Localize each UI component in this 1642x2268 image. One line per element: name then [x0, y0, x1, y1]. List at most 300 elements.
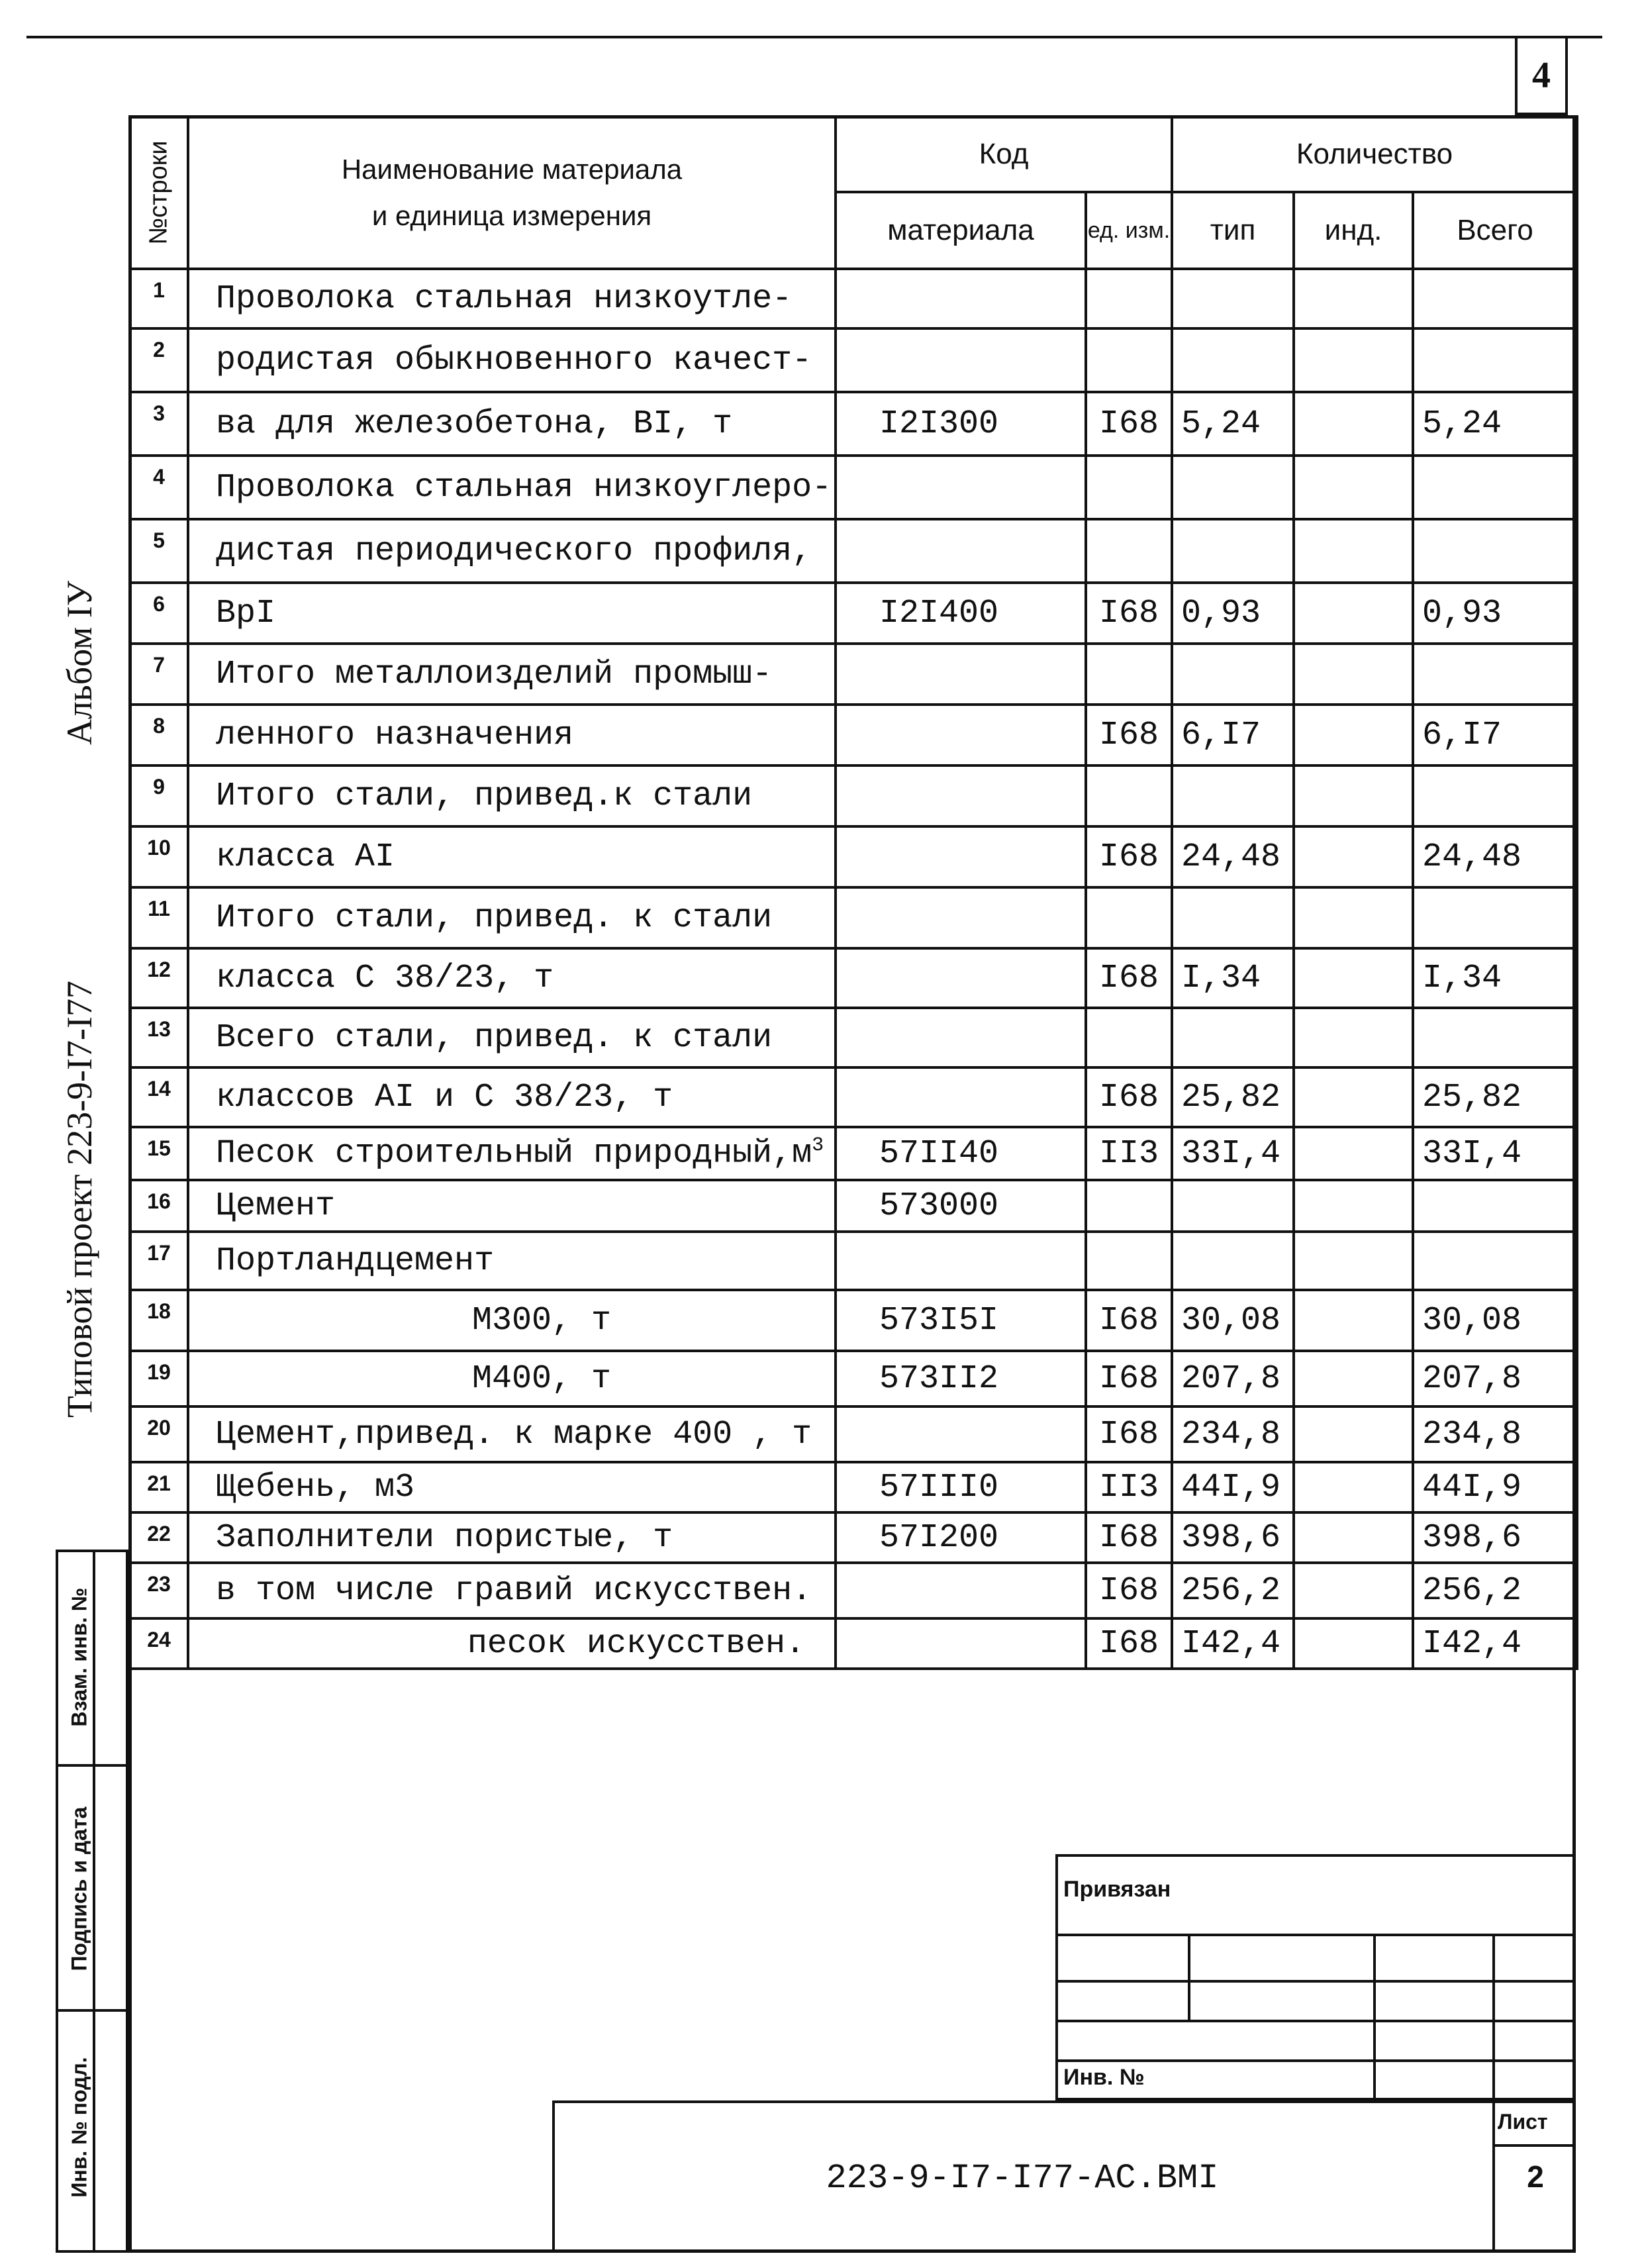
- table-row: [130, 519, 1577, 583]
- row-number: [130, 1290, 188, 1351]
- material-name-text: Итого стали, привед. к стали: [216, 899, 773, 937]
- podpis-data-label: Подпись и дата: [67, 1806, 91, 1971]
- quantity-typ: [1172, 705, 1294, 765]
- material-code-text: 573I5I: [879, 1301, 999, 1340]
- quantity-total: [1413, 1618, 1577, 1669]
- unit-code-text: II3: [1098, 1468, 1159, 1506]
- table-row: [130, 1406, 1577, 1462]
- material-name-text: Всего стали, привед. к стали: [216, 1018, 773, 1057]
- row-number-text: 18: [147, 1299, 171, 1323]
- unit-code: [1086, 392, 1172, 456]
- quantity-total: [1413, 328, 1577, 392]
- quantity-typ: [1172, 1563, 1294, 1618]
- left-stamp: [56, 1550, 128, 2253]
- unit-code: [1086, 765, 1172, 826]
- quantity-total-text: 30,08: [1422, 1301, 1522, 1340]
- material-code: [836, 269, 1086, 328]
- quantity-typ-text: 0,93: [1181, 594, 1261, 632]
- qty-ind-header: инд.: [1294, 192, 1413, 269]
- quantity-total: [1413, 1512, 1577, 1563]
- material-code: [836, 1290, 1086, 1351]
- row-number: [130, 1351, 188, 1406]
- quantity-total-text: 24,48: [1422, 838, 1522, 876]
- table-row: [130, 826, 1577, 887]
- row-number-text: 19: [147, 1360, 171, 1384]
- material-name: [188, 705, 836, 765]
- material-name: [188, 583, 836, 644]
- quantity-total-text: 6,I7: [1422, 716, 1502, 754]
- material-name-text: Итого стали, привед.к стали: [216, 777, 753, 815]
- quantity-total-text: 33I,4: [1422, 1134, 1522, 1173]
- unit-code-text: II3: [1098, 1134, 1159, 1173]
- table-row: [130, 456, 1577, 519]
- quantity-typ: [1172, 765, 1294, 826]
- quantity-ind: [1294, 269, 1413, 328]
- list-number: 2: [1527, 2159, 1544, 2194]
- quantity-total-text: 5,24: [1422, 405, 1502, 443]
- table-row: [130, 269, 1577, 328]
- quantity-total: [1413, 826, 1577, 887]
- unit-code: [1086, 1618, 1172, 1669]
- table-row: [130, 1563, 1577, 1618]
- unit-code: [1086, 826, 1172, 887]
- quantity-total: [1413, 456, 1577, 519]
- quantity-typ-text: 5,24: [1181, 405, 1261, 443]
- row-number-text: 10: [147, 836, 171, 860]
- material-code: [836, 705, 1086, 765]
- unit-code-text: I68: [1098, 1301, 1159, 1340]
- quantity-total: [1413, 269, 1577, 328]
- material-name: [188, 826, 836, 887]
- material-code-text: 57I200: [879, 1518, 999, 1557]
- quantity-total: [1413, 1563, 1577, 1618]
- material-code: [836, 1351, 1086, 1406]
- quantity-typ: [1172, 1351, 1294, 1406]
- row-number-text: 8: [153, 714, 165, 738]
- unit-code: [1086, 1512, 1172, 1563]
- name-header: Наименование материала и единица измерения: [188, 117, 836, 269]
- material-name-text: Проволока стальная низкоутле-: [216, 279, 793, 318]
- row-number-text: 9: [153, 775, 165, 799]
- material-name: [188, 1008, 836, 1067]
- material-code: [836, 1462, 1086, 1512]
- table-row: [130, 1232, 1577, 1290]
- material-name: [188, 887, 836, 948]
- quantity-ind: [1294, 583, 1413, 644]
- quantity-ind: [1294, 1127, 1413, 1180]
- material-name-text: Песок строительный природный,м: [216, 1134, 812, 1173]
- material-name: [188, 644, 836, 705]
- quantity-ind: [1294, 887, 1413, 948]
- material-code: [836, 328, 1086, 392]
- material-code: [836, 644, 1086, 705]
- unit-code-text: I68: [1098, 1078, 1159, 1116]
- unit-code: [1086, 1008, 1172, 1067]
- quantity-typ-text: 25,82: [1181, 1078, 1281, 1116]
- row-number: [130, 948, 188, 1008]
- row-number: [130, 1512, 188, 1563]
- album-label: Альбом IУ: [60, 581, 99, 745]
- quantity-typ-text: 207,8: [1181, 1359, 1281, 1398]
- quantity-total: [1413, 1232, 1577, 1290]
- material-name-text: классов AI и С 38/23, т: [216, 1078, 673, 1116]
- quantity-typ: [1172, 456, 1294, 519]
- material-name-text: Цемент: [216, 1187, 336, 1225]
- table-row: [130, 887, 1577, 948]
- row-number-text: 22: [147, 1522, 171, 1546]
- unit-code-text: I68: [1098, 1571, 1159, 1610]
- table-row: [130, 1127, 1577, 1180]
- unit-code: [1086, 583, 1172, 644]
- quantity-total-text: I,34: [1422, 959, 1502, 997]
- quantity-header: Количество: [1172, 117, 1577, 192]
- qty-typ-header: тип: [1172, 192, 1294, 269]
- row-number: [130, 1406, 188, 1462]
- unit-code-text: I68: [1098, 1415, 1159, 1454]
- quantity-typ-text: 44I,9: [1181, 1468, 1281, 1506]
- material-code-text: I2I400: [879, 594, 999, 632]
- row-number-text: 14: [147, 1077, 171, 1101]
- quantity-total-text: 207,8: [1422, 1359, 1522, 1398]
- quantity-total: [1413, 1406, 1577, 1462]
- row-number: [130, 583, 188, 644]
- quantity-ind: [1294, 765, 1413, 826]
- quantity-total-text: 256,2: [1422, 1571, 1522, 1610]
- quantity-typ: [1172, 826, 1294, 887]
- unit-code: [1086, 328, 1172, 392]
- quantity-ind: [1294, 1618, 1413, 1669]
- row-number-text: 6: [153, 592, 165, 616]
- unit-code: [1086, 269, 1172, 328]
- quantity-typ: [1172, 644, 1294, 705]
- quantity-total: [1413, 887, 1577, 948]
- quantity-ind: [1294, 1462, 1413, 1512]
- quantity-ind: [1294, 456, 1413, 519]
- material-code: [836, 1563, 1086, 1618]
- quantity-total: [1413, 1351, 1577, 1406]
- table-row: [130, 765, 1577, 826]
- material-name: [188, 1351, 836, 1406]
- row-number: [130, 826, 188, 887]
- material-name: [188, 1406, 836, 1462]
- material-code: [836, 1618, 1086, 1669]
- row-number: [130, 1008, 188, 1067]
- table-row: [130, 1008, 1577, 1067]
- row-number-header: №строки: [130, 117, 188, 269]
- row-number-text: 23: [147, 1572, 171, 1596]
- table-row: [130, 1462, 1577, 1512]
- quantity-typ: [1172, 1067, 1294, 1127]
- unit-code: [1086, 519, 1172, 583]
- page-number-box: 4: [1515, 38, 1568, 115]
- unit-code: [1086, 1290, 1172, 1351]
- quantity-ind: [1294, 1232, 1413, 1290]
- row-number-text: 2: [153, 338, 165, 362]
- material-code: [836, 519, 1086, 583]
- unit-code: [1086, 948, 1172, 1008]
- quantity-typ: [1172, 269, 1294, 328]
- material-code-text: 573II2: [879, 1359, 999, 1398]
- material-code: [836, 1180, 1086, 1232]
- material-name-text: Цемент,привед. к марке 400 , т: [216, 1415, 812, 1454]
- row-number-text: 21: [147, 1471, 171, 1495]
- row-number-text: 7: [153, 653, 165, 677]
- table-row: [130, 1180, 1577, 1232]
- quantity-total-text: 0,93: [1422, 594, 1502, 632]
- unit-code-text: I68: [1098, 405, 1159, 443]
- material-name: [188, 1290, 836, 1351]
- unit-code: [1086, 1180, 1172, 1232]
- quantity-typ-text: 398,6: [1181, 1518, 1281, 1557]
- row-number: [130, 644, 188, 705]
- material-code: [836, 1232, 1086, 1290]
- quantity-total: [1413, 392, 1577, 456]
- unit-code: [1086, 705, 1172, 765]
- material-name-text: ленного назначения: [216, 716, 574, 754]
- quantity-typ-text: 33I,4: [1181, 1134, 1281, 1173]
- row-number: [130, 456, 188, 519]
- unit-code: [1086, 1127, 1172, 1180]
- privyazan-label: Привязан: [1063, 1877, 1171, 1902]
- material-name-text: Итого металлоизделий промыш-: [216, 655, 773, 693]
- vzam-inv-label: Взам. инв. №: [67, 1587, 91, 1727]
- quantity-typ: [1172, 392, 1294, 456]
- unit-code: [1086, 1232, 1172, 1290]
- unit-code: [1086, 1563, 1172, 1618]
- unit-code-text: I68: [1098, 1359, 1159, 1398]
- quantity-total-text: 25,82: [1422, 1078, 1522, 1116]
- material-name: [188, 328, 836, 392]
- material-code-text: 573000: [879, 1187, 999, 1225]
- quantity-ind: [1294, 1180, 1413, 1232]
- quantity-typ-text: 30,08: [1181, 1301, 1281, 1340]
- material-code: [836, 1067, 1086, 1127]
- material-code-text: 57II40: [879, 1134, 999, 1173]
- table-row: [130, 1618, 1577, 1669]
- table-row: [130, 1067, 1577, 1127]
- row-number: [130, 269, 188, 328]
- quantity-typ: [1172, 519, 1294, 583]
- quantity-typ: [1172, 583, 1294, 644]
- superscript: 3: [812, 1134, 824, 1158]
- material-code: [836, 456, 1086, 519]
- material-name-text: Портландцемент: [216, 1242, 495, 1280]
- table-row: [130, 1512, 1577, 1563]
- quantity-total: [1413, 1008, 1577, 1067]
- material-code: [836, 1127, 1086, 1180]
- quantity-ind: [1294, 519, 1413, 583]
- material-code: [836, 583, 1086, 644]
- row-number-text: 12: [147, 958, 171, 981]
- quantity-ind: [1294, 705, 1413, 765]
- quantity-total: [1413, 1462, 1577, 1512]
- quantity-typ: [1172, 1462, 1294, 1512]
- material-code: [836, 1406, 1086, 1462]
- material-name-text: класса AI: [216, 838, 395, 876]
- material-name: [188, 1180, 836, 1232]
- quantity-total: [1413, 948, 1577, 1008]
- quantity-total: [1413, 1127, 1577, 1180]
- quantity-typ: [1172, 1127, 1294, 1180]
- table-row: [130, 1290, 1577, 1351]
- quantity-typ: [1172, 1618, 1294, 1669]
- unit-code-text: I68: [1098, 1624, 1159, 1663]
- unit-code: [1086, 456, 1172, 519]
- quantity-ind: [1294, 1512, 1413, 1563]
- quantity-ind: [1294, 1351, 1413, 1406]
- material-code-text: 57III0: [879, 1468, 999, 1506]
- material-name: [188, 765, 836, 826]
- quantity-typ-text: 256,2: [1181, 1571, 1281, 1610]
- material-name-text: Проволока стальная низкоуглеро-: [216, 468, 832, 507]
- material-name-text: Щебень, м3: [216, 1468, 415, 1506]
- material-name-text: песок искусствен.: [467, 1624, 805, 1663]
- title-block: [552, 1854, 1576, 2253]
- row-number: [130, 519, 188, 583]
- quantity-ind: [1294, 392, 1413, 456]
- material-code: [836, 948, 1086, 1008]
- quantity-total-text: I42,4: [1422, 1624, 1522, 1663]
- quantity-typ: [1172, 1290, 1294, 1351]
- material-name: [188, 1462, 836, 1512]
- quantity-typ: [1172, 1406, 1294, 1462]
- row-number-text: 17: [147, 1241, 171, 1265]
- material-code: [836, 887, 1086, 948]
- table-row: [130, 392, 1577, 456]
- material-name-text: Заполнители пористые, т: [216, 1518, 673, 1557]
- unit-code-text: I68: [1098, 838, 1159, 876]
- quantity-total: [1413, 583, 1577, 644]
- row-number: [130, 1127, 188, 1180]
- unit-code-text: I68: [1098, 716, 1159, 754]
- quantity-total-text: 234,8: [1422, 1415, 1522, 1454]
- material-name: [188, 1563, 836, 1618]
- quantity-typ: [1172, 1008, 1294, 1067]
- quantity-typ: [1172, 1232, 1294, 1290]
- material-name: [188, 1512, 836, 1563]
- row-number-text: 15: [147, 1136, 171, 1160]
- unit-code: [1086, 1351, 1172, 1406]
- unit-code: [1086, 1406, 1172, 1462]
- table-row: [130, 948, 1577, 1008]
- inv-no-label: Инв. №: [1063, 2065, 1145, 2090]
- top-border-line: [26, 36, 1602, 38]
- row-number: [130, 1180, 188, 1232]
- row-number-text: 3: [153, 401, 165, 425]
- quantity-ind: [1294, 644, 1413, 705]
- material-name: [188, 392, 836, 456]
- table-row: [130, 328, 1577, 392]
- material-name: [188, 1232, 836, 1290]
- unit-code: [1086, 1067, 1172, 1127]
- code-header: Код: [836, 117, 1172, 192]
- quantity-typ-text: I42,4: [1181, 1624, 1281, 1663]
- quantity-typ: [1172, 1180, 1294, 1232]
- row-number: [130, 1232, 188, 1290]
- table-row: [130, 1351, 1577, 1406]
- quantity-ind: [1294, 1008, 1413, 1067]
- table-body: [130, 269, 1577, 1669]
- material-name: [188, 1067, 836, 1127]
- row-number: [130, 392, 188, 456]
- quantity-typ: [1172, 948, 1294, 1008]
- material-name: [188, 1127, 836, 1180]
- quantity-ind: [1294, 1563, 1413, 1618]
- table-row: [130, 705, 1577, 765]
- quantity-typ: [1172, 887, 1294, 948]
- unit-code: [1086, 644, 1172, 705]
- material-name-text: М400, т: [471, 1359, 612, 1398]
- unit-code-text: I68: [1098, 959, 1159, 997]
- material-name: [188, 1618, 836, 1669]
- material-code: [836, 765, 1086, 826]
- material-name: [188, 948, 836, 1008]
- materials-table: [128, 115, 1578, 1670]
- unit-code-text: I68: [1098, 594, 1159, 632]
- material-name-text: ва для железобетона, BI, т: [216, 405, 733, 443]
- row-number-text: 1: [153, 278, 165, 302]
- quantity-total: [1413, 1067, 1577, 1127]
- material-name-text: BpI: [216, 594, 276, 632]
- quantity-total: [1413, 765, 1577, 826]
- quantity-total: [1413, 1290, 1577, 1351]
- qty-total-header: Всего: [1413, 192, 1577, 269]
- row-number-text: 4: [153, 465, 165, 489]
- row-number: [130, 765, 188, 826]
- inv-podl-label: Инв. № подл.: [67, 2057, 91, 2198]
- material-name-text: родистая обыкновенного качест-: [216, 341, 812, 379]
- row-number: [130, 328, 188, 392]
- quantity-ind: [1294, 328, 1413, 392]
- quantity-total: [1413, 644, 1577, 705]
- row-number: [130, 705, 188, 765]
- row-number: [130, 887, 188, 948]
- quantity-typ: [1172, 1512, 1294, 1563]
- material-name-text: в том числе гравий искусствен.: [216, 1571, 812, 1610]
- row-number-text: 11: [148, 897, 170, 920]
- unit-code: [1086, 1462, 1172, 1512]
- row-number-text: 13: [147, 1017, 171, 1041]
- material-code: [836, 826, 1086, 887]
- quantity-total: [1413, 1180, 1577, 1232]
- material-name: [188, 519, 836, 583]
- material-name: [188, 269, 836, 328]
- code-material-header: материала: [836, 192, 1086, 269]
- quantity-total-text: 44I,9: [1422, 1468, 1522, 1506]
- quantity-ind: [1294, 1067, 1413, 1127]
- row-number: [130, 1563, 188, 1618]
- quantity-total: [1413, 705, 1577, 765]
- quantity-typ-text: 6,I7: [1181, 716, 1261, 754]
- quantity-typ-text: 234,8: [1181, 1415, 1281, 1454]
- quantity-ind: [1294, 948, 1413, 1008]
- quantity-total: [1413, 519, 1577, 583]
- material-code: [836, 392, 1086, 456]
- row-number: [130, 1462, 188, 1512]
- row-number-text: 5: [153, 528, 165, 552]
- material-name: [188, 456, 836, 519]
- material-code: [836, 1512, 1086, 1563]
- quantity-typ-text: 24,48: [1181, 838, 1281, 876]
- row-number-text: 20: [147, 1416, 171, 1440]
- quantity-typ: [1172, 328, 1294, 392]
- quantity-ind: [1294, 1406, 1413, 1462]
- document-code: 223-9-I7-I77-АС.ВМI: [826, 2159, 1219, 2198]
- list-label: Лист: [1498, 2110, 1548, 2134]
- quantity-ind: [1294, 1290, 1413, 1351]
- material-code-text: I2I300: [879, 405, 999, 443]
- table-row: [130, 583, 1577, 644]
